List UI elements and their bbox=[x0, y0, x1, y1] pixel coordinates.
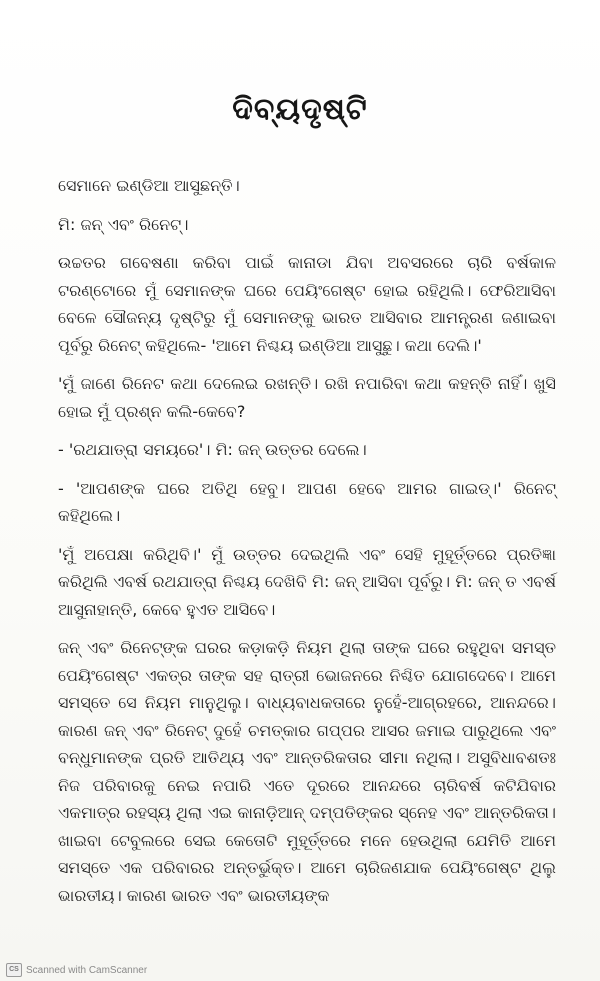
paragraph-5: - 'ରଥଯାତ୍ରା ସମୟରେ'। ମି: ଜନ୍ ଉତ୍ତର ଦେଲେ। bbox=[58, 440, 367, 459]
body-text bbox=[58, 172, 556, 920]
paragraph-6: - 'ଆପଣଙ୍କ ଘରେ ଅତିଥି ହେବୁ। ଆପଣ ହେବେ ଆମର ଗାଇଡ୍।' ରିନେଟ୍ କହିଥିଲେ। bbox=[58, 478, 556, 525]
paragraph-7: 'ମୁଁ ଅପେକ୍ଷା କରିଥିବି।' ମୁଁ ଉତ୍ତର ଦେଇଥିଲି ଏବଂ ସେହି ମୁହୂର୍ତ୍ତରେ ପ୍ରତିଜ୍ଞା କରିଥିଲି ଏବର୍ଷ ରଥଯାତ୍ରା ନିଶ୍ଚୟ ଦେଖିବି ମି: ଜନ୍ ଆସିବା ପୂର୍ବରୁ। ମି: ଜନ୍ ତ ଏବର୍ଷ ଆସୁନାହାନ୍ତି, କେବେ ହୁଏତ ଆସିବେ। bbox=[58, 544, 556, 619]
watermark-label: Scanned with CamScanner bbox=[26, 964, 148, 976]
paragraph-2: ମି: ଜନ୍ ଏବଂ ରିନେଟ୍। bbox=[58, 214, 189, 234]
paragraph-4: 'ମୁଁ ଜାଣେ ରିନେଟ କଥା ଦେଲେଇ ରଖନ୍ତି। ରଖି ନପାରିବା କଥା କହନ୍ତି ନାହିଁ। ଖୁସି ହୋଇ ମୁଁ ପ୍ରଶ୍ନ କଲି-କେବେ? bbox=[58, 374, 556, 421]
camscanner-logo-icon: CS bbox=[6, 963, 22, 977]
paragraph-1: ସେମାନେ ଇଣ୍ଡିଆ ଆସୁଛନ୍ତି। bbox=[58, 176, 240, 195]
paragraph-8: ଜନ୍ ଏବଂ ରିନେଟ୍‌ଙ୍କ ଘରର କଡ଼ାକଡ଼ି ନିୟମ ଥିଲା ତାଙ୍କ ଘରେ ରହୁଥିବା ସମସ୍ତ ପେୟିଂଗେଷ୍ଟ ଏକତ୍ର ତାଙ୍କ ସହ ରାତ୍ରୀ ଭୋଜନରେ ନିଶ୍ଚିତ ଯୋଗଦେବେ। ଆମେ ସମସ୍ତେ ସେ ନିୟମ ମାନୁଥିଲୁ। ବାଧ୍ୟବାଧକତାରେ ନୁହେଁ-ଆଗ୍ରହରେ, ଆନନ୍ଦରେ। କାରଣ ଜନ୍ ଏବଂ ରିନେଟ୍ ଦୁହେଁ ଚମତ୍କାର ଗପ୍ପର ଆସର ଜମାଇ ପାରୁଥିଲେ ଏବଂ ବନ୍ଧୁମାନଙ୍କ ପ୍ରତି ଆତିଥ୍ୟ ଏବଂ ଆନ୍ତରିକତାର ସୀମା ନଥିଲା। ଅସୁବିଧାବଶତଃ ନିଜ ପରିବାରକୁ ନେଇ ନପାରି ଏତେ ଦୂରରେ ଆନନ୍ଦରେ ଚାରିବର୍ଷ କଟିଯିବାର ଏକମାତ୍ର ରହସ୍ୟ ଥିଲା ଏଇ କାନାଡ଼ିଆନ୍ ଦମ୍ପତିଙ୍କର ସ୍ନେହ ଏବଂ ଆନ୍ତରିକତା। ଖାଇବା ଟେବୁଲରେ ସେଇ କେତୋଟି ମୁହୂର୍ତ୍ତରେ ମନେ ହେଉଥିଲା ଯେମିତି ଆମେ ସମସ୍ତେ ଏକ ପରିବାରର ଅନ୍ତର୍ଭୁକ୍ତ। ଆମେ ଚାରିଜଣଯାକ ପେୟିଂଗେଷ୍ଟ ଥିଲୁ ଭାରତୀୟ। କାରଣ ଭାରତ ଏବଂ ଭାରତୀୟଙ୍କ bbox=[58, 638, 556, 905]
paragraph-3: ଉଚ୍ଚତର ଗବେଷଣା କରିବା ପାଇଁ କାନାଡା ଯିବା ଅବସରରେ ଚାରି ବର୍ଷକାଳ ଟରଣ୍ଟୋରେ ମୁଁ ସେମାନଙ୍କ ଘରେ ପେୟିଂଗେଷ୍ଟ ହୋଇ ରହିଥିଲି। ଫେରିଆସିବା ବେଳେ ସୌଜନ୍ୟ ଦୃଷ୍ଟିରୁ ମୁଁ ସେମାନଙ୍କୁ ଭାରତ ଆସିବାର ଆମନ୍ତ୍ରଣ ଜଣାଇବା ପୂର୍ବରୁ ରିନେଟ୍ କହିଥିଲେ- 'ଆମେ ନିଶ୍ଚୟ ଇଣ୍ଡିଆ ଆସୁଛୁ। କଥା ଦେଲି।' bbox=[58, 253, 556, 355]
scanner-watermark bbox=[6, 963, 147, 977]
page-title: ଦିବ୍ୟଦୃଷ୍ଟି bbox=[232, 92, 368, 127]
